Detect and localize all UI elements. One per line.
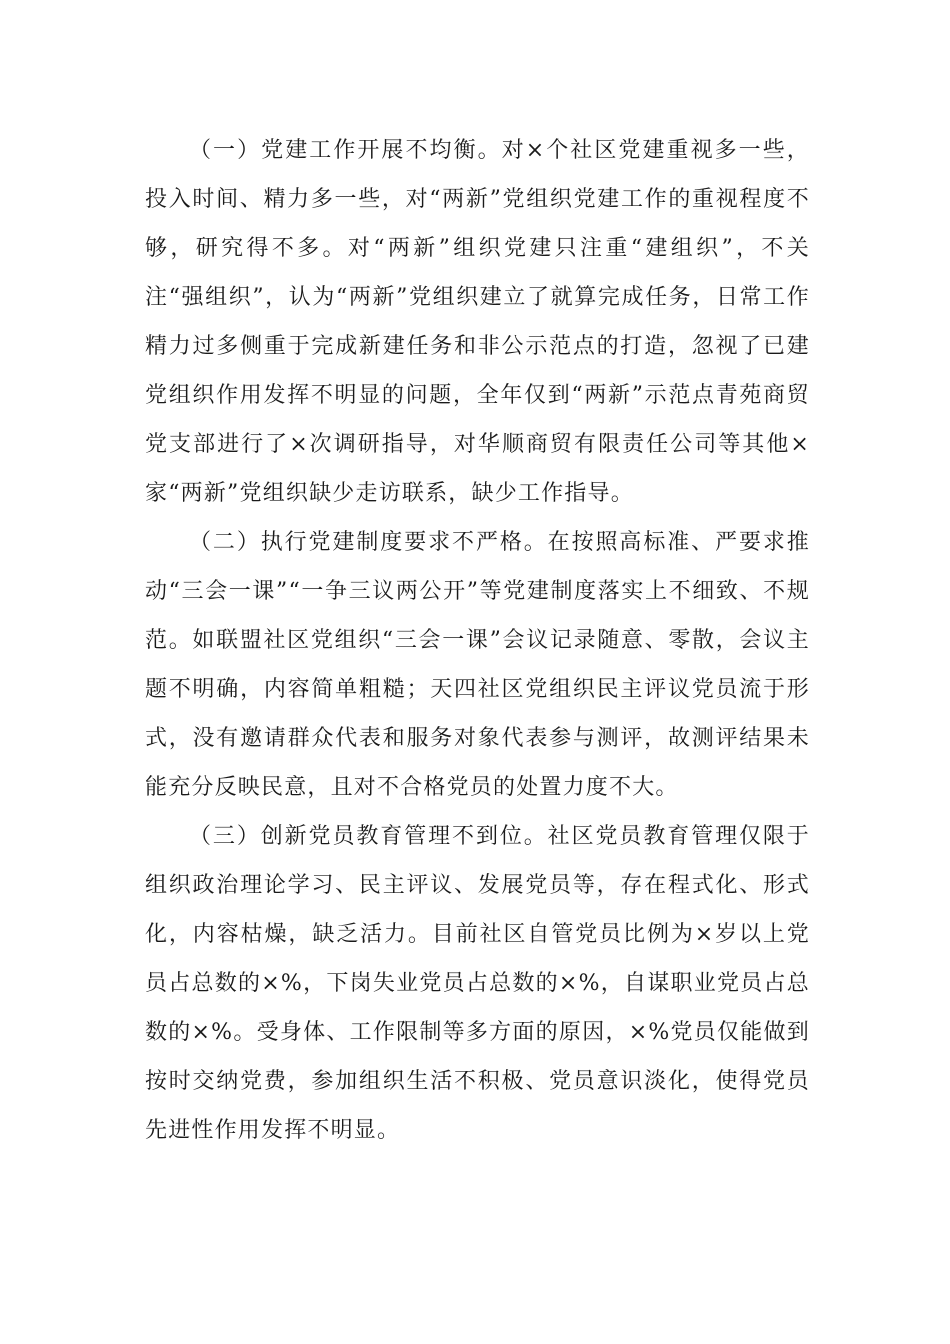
paragraph-1: （一）党建工作开展不均衡。对×个社区党建重视多一些，投入时间、精力多一些，对“两新”党组织党建工作的重视程度不够，研究得不多。对“两新”组织党建只注重“建组织”，不关注“强组织”，认为“两新”党组织建立了就算完成任务，日常工作精力过多侧重于完成新建任务和非公示范点的打造，忽视了已建党组织作用发挥不明显的问题，全年仅到“两新”示范点青苑商贸党支部进行了×次调研指导，对华顺商贸有限责任公司等其他×家“两新”党组织缺少走访联系，缺少工作指导。 xyxy=(145,138,810,506)
paragraph-2: （二）执行党建制度要求不严格。在按照高标准、严要求推动“三会一课”“一争三议两公开”等党建制度落实上不细致、不规范。如联盟社区党组织“三会一课”会议记录随意、零散，会议主题不明确，内容简单粗糙；天四社区党组织民主评议党员流于形式，没有邀请群众代表和服务对象代表参与测评，故测评结果未能充分反映民意，且对不合格党员的处置力度不大。 xyxy=(145,530,810,800)
paragraph-3: （三）创新党员教育管理不到位。社区党员教育管理仅限于组织政治理论学习、民主评议、发展党员等，存在程式化、形式化，内容枯燥，缺乏活力。目前社区自管党员比例为×岁以上党员占总数的×%，下岗失业党员占总数的×%，自谋职业党员占总数的×%。受身体、工作限制等多方面的原因，×%党员仅能做到按时交纳党费，参加组织生活不积极、党员意识淡化，使得党员先进性作用发挥不明显。 xyxy=(145,824,810,1143)
document-body xyxy=(145,126,810,1155)
